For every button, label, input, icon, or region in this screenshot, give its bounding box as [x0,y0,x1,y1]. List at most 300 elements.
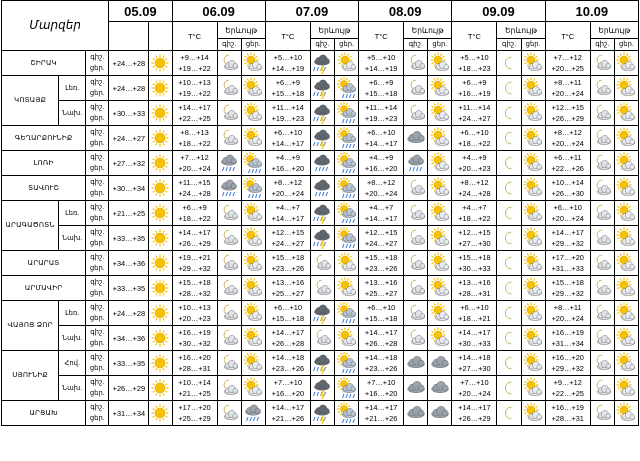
day-temp: +28…+31 [178,364,211,373]
day-header: ցեր. [334,39,358,51]
moon-icon [497,251,521,276]
night-temp: +15…+18 [271,253,305,262]
day-temp: +14…+17 [364,139,398,148]
moon-icon [497,276,521,301]
day-header: ցեր. [428,39,452,51]
day-temp: +16…+20 [271,164,305,173]
day-label: ցեր. [89,290,105,297]
temp-range [172,76,217,101]
moon-cloud-icon [217,301,241,326]
night-temp: +9…+14 [180,53,209,62]
temp-range [452,401,497,426]
day-label: ցեր. [89,90,105,97]
region-row [2,76,639,101]
night-day-label [86,176,109,201]
region-name: ԿՈՏԱՅՔ [2,76,59,126]
night-temp: +7…+10 [366,378,396,387]
day0-icon-spacer [149,22,172,51]
rain-sun-icon [334,76,358,101]
sun-icon [149,226,172,251]
temp-range [452,251,497,276]
day-temp: +20…+24 [551,139,584,148]
temp-range [452,51,497,76]
moon-cloud-icon [404,226,428,251]
day-temp: +26…+29 [551,114,584,123]
sun-cloud-icon [521,226,545,251]
moon-icon [497,226,521,251]
header-title: Մարզեր [2,1,109,51]
region-row [2,376,639,401]
temp-range [452,76,497,101]
temp-range [545,226,590,251]
night-day-label [86,276,109,301]
night-temp: +14…+17 [551,228,584,237]
night-temp: +8…+11 [553,303,582,312]
night-day-label [86,301,109,326]
temp-range [265,51,310,76]
night-day-label [86,401,109,426]
day0-temp: +24…+28 [109,76,149,101]
region-name: ԱՐԱԳԱԾՈՏՆ [2,201,59,251]
sun-cloud-icon [241,376,265,401]
night-temp: +11…+15 [178,178,211,187]
night-day-label [86,326,109,351]
night-header: գիշ. [590,39,614,51]
thunder-icon [310,226,334,251]
day-label: ցեր. [89,240,105,247]
forecast-table [1,0,639,426]
night-temp: +15…+18 [551,278,584,287]
day-label: ցեր. [89,140,105,147]
moon-cloud-icon [217,76,241,101]
day-temp: +24…+27 [271,239,305,248]
cloud-rain-icon [404,151,428,176]
rain-sun-icon [334,401,358,426]
temp-range [545,101,590,126]
day-temp: +16…+20 [364,389,398,398]
night-temp: +16…+19 [551,403,584,412]
night-temp: +8…+13 [180,128,209,137]
temp-range [265,326,310,351]
sun-cloud-icon [614,176,638,201]
thunder-icon [310,376,334,401]
sun-cloud-icon [614,251,638,276]
sun-cloud-icon [614,226,638,251]
thunder-icon [310,401,334,426]
day-temp: +18…+23 [458,64,491,73]
night-temp: +6…+9 [182,203,207,212]
night-temp: +13…+16 [364,278,398,287]
sun-cloud-icon [614,401,638,426]
night-temp: +14…+17 [458,403,491,412]
sun-cloud-icon [241,276,265,301]
day-temp: +22…+25 [178,114,211,123]
night-temp: +8…+12 [460,178,489,187]
sun-cloud-icon [614,376,638,401]
moon-icon [497,76,521,101]
sun-cloud-icon [614,326,638,351]
moon-cloud-icon [590,151,614,176]
sun-icon [149,126,172,151]
day-temp: +27…+30 [458,364,491,373]
temp-range [545,351,590,376]
day0-temp: +26…+29 [109,376,149,401]
day-temp: +19…+23 [364,114,398,123]
night-temp: +14…+17 [271,403,305,412]
temp-range [359,201,404,226]
date-header: 07.09 [265,1,358,22]
temp-range [452,376,497,401]
temp-range [545,326,590,351]
temp-range [545,251,590,276]
temp-range [545,276,590,301]
day-label: ցեր. [89,165,105,172]
moon-cloud-icon [217,126,241,151]
rain-sun-icon [334,226,358,251]
day-temp: +15…+18 [271,314,305,323]
region-row [2,301,639,326]
day-temp: +24…+28 [458,189,491,198]
day-temp: +24…+27 [364,239,398,248]
temp-range [359,301,404,326]
night-temp: +14…+18 [458,353,491,362]
day-temp: +23…+26 [271,364,305,373]
night-temp: +5…+10 [460,53,489,62]
night-temp: +6…+10 [460,128,489,137]
temp-range [172,151,217,176]
night-temp: +14…+17 [271,328,305,337]
sun-icon [149,176,172,201]
day-temp: +25…+29 [178,414,211,423]
sun-cloud-icon [521,76,545,101]
night-label: գիշ. [90,354,105,361]
sun-cloud-icon [521,376,545,401]
moon-cloud-icon [590,126,614,151]
temp-range [172,201,217,226]
night-temp: +7…+10 [273,378,303,387]
sun-cloud-icon [521,251,545,276]
day-temp: +20…+24 [458,389,491,398]
moon-icon [497,126,521,151]
night-temp: +7…+12 [180,153,209,162]
night-temp: +10…+14 [551,178,584,187]
day-temp: +15…+18 [364,89,398,98]
day-temp: +29…+32 [551,239,584,248]
sun-icon [149,401,172,426]
region-row [2,401,639,426]
day-header: ցեր. [241,39,265,51]
day-temp: +26…+29 [178,239,211,248]
moon-cloud-icon [404,251,428,276]
moon-icon [497,326,521,351]
day-header: ցեր. [521,39,545,51]
sun-icon [149,151,172,176]
temp-range [545,201,590,226]
region-row [2,326,639,351]
temp-range [172,326,217,351]
sun-icon [149,301,172,326]
night-temp: +8…+12 [553,128,582,137]
day-temp: +15…+18 [271,89,305,98]
moon-cloud-icon [404,176,428,201]
thunder-icon [310,351,334,376]
night-temp: +7…+10 [460,378,489,387]
night-day-label [86,351,109,376]
subregion-label: Նախ. [59,226,86,251]
day-temp: +20…+23 [178,314,211,323]
sun-cloud-icon [428,276,452,301]
region-name: ՎԱՅՈՑ ՁՈՐ [2,301,59,351]
temp-range [359,126,404,151]
night-temp: +10…+13 [178,78,211,87]
rain-sun-icon [334,351,358,376]
day-temp: +14…+17 [271,214,305,223]
night-temp: +8…+11 [553,78,582,87]
night-temp: +15…+18 [178,278,211,287]
temp-range [452,326,497,351]
temp-range [359,276,404,301]
sun-icon [149,51,172,76]
phenomenon-header: Երևույթ [590,22,638,39]
temp-range [452,126,497,151]
phenomenon-header: Երևույթ [310,22,358,39]
temp-range [359,101,404,126]
region-name: ԱՐՑԱԽ [2,401,86,426]
temp-range [265,276,310,301]
day-temp: +24…+27 [458,114,491,123]
temp-range [359,151,404,176]
day0-temp: +27…+32 [109,151,149,176]
day0-temp-spacer [109,22,149,51]
night-label: գիշ. [90,79,105,86]
night-day-label [86,201,109,226]
day-temp: +21…+25 [178,389,211,398]
sun-cloud-icon [614,201,638,226]
sun-cloud-icon [614,351,638,376]
day0-temp: +33…+35 [109,226,149,251]
day-temp: +14…+19 [271,64,305,73]
sun-cloud-icon [428,226,452,251]
night-header: գիշ. [497,39,521,51]
temp-range [359,251,404,276]
subregion-label: Լեռ. [59,76,86,101]
day-temp: +23…+26 [364,364,398,373]
night-day-label [86,226,109,251]
sun-cloud-icon [241,51,265,76]
sun-cloud-icon [428,251,452,276]
day-temp: +14…+17 [364,214,398,223]
rain-icon [310,151,334,176]
sun-cloud-icon [241,326,265,351]
temp-range [265,176,310,201]
moon-cloud-icon [217,251,241,276]
night-day-label [86,101,109,126]
phenomenon-header: Երևույթ [404,22,452,39]
day-temp: +18…+22 [178,139,211,148]
day-temp: +25…+27 [364,289,398,298]
region-row [2,51,639,76]
day-label: ցեր. [89,390,105,397]
cloud-icon [428,401,452,426]
temp-range [265,126,310,151]
sun-cloud-icon [334,326,358,351]
region-row [2,251,639,276]
rain-sun-icon [334,126,358,151]
day-temp: +20…+24 [551,314,584,323]
night-temp: +12…+15 [364,228,398,237]
night-temp: +4…+7 [275,203,300,212]
night-temp: +15…+18 [364,253,398,262]
night-label: գիշ. [90,179,105,186]
sun-icon [149,251,172,276]
sun-cloud-icon [614,76,638,101]
night-label: գիշ. [90,129,105,136]
temp-range [265,376,310,401]
sun-icon [149,376,172,401]
moon-cloud-icon [404,276,428,301]
sun-cloud-icon [614,101,638,126]
sun-cloud-icon [241,76,265,101]
day-temp: +31…+34 [551,339,584,348]
subregion-label: Հով. [59,351,86,376]
moon-cloud-icon [217,101,241,126]
night-day-label [86,51,109,76]
day-temp: +18…+21 [458,314,491,323]
day0-temp: +24…+28 [109,301,149,326]
sun-cloud-icon [241,351,265,376]
temp-range [545,151,590,176]
temp-range [172,376,217,401]
day-temp: +14…+19 [364,64,398,73]
day-temp: +29…+32 [178,264,211,273]
day-temp: +20…+24 [271,189,305,198]
night-day-label [86,376,109,401]
day-temp: +20…+24 [364,189,398,198]
moon-cloud-icon [590,301,614,326]
moon-cloud-icon [404,51,428,76]
day-label: ցեր. [89,65,105,72]
sun-cloud-icon [428,201,452,226]
day0-temp: +34…+36 [109,251,149,276]
day-temp: +23…+26 [364,264,398,273]
temp-header: T°C [172,22,217,51]
night-label: գիշ. [90,104,105,111]
temp-range [359,51,404,76]
temp-range [172,226,217,251]
temp-range [265,101,310,126]
temp-range [545,126,590,151]
day-temp: +24…+28 [178,189,211,198]
cloud-icon [404,376,428,401]
day0-temp: +30…+33 [109,101,149,126]
night-temp: +17…+20 [551,253,584,262]
day0-temp: +30…+34 [109,176,149,201]
temp-range [265,351,310,376]
moon-cloud-icon [590,226,614,251]
moon-cloud-icon [310,326,334,351]
sun-icon [149,276,172,301]
night-label: գիշ. [90,204,105,211]
temp-range [452,176,497,201]
region-name: ԱՐԱՐԱՏ [2,251,86,276]
temp-range [172,251,217,276]
thunder-icon [310,101,334,126]
moon-cloud-icon [590,51,614,76]
night-temp: +5…+10 [273,53,303,62]
night-temp: +17…+20 [178,403,211,412]
day-label: ցեր. [89,190,105,197]
moon-cloud-icon [217,226,241,251]
night-temp: +6…+10 [553,203,582,212]
subregion-label: Լեռ. [59,301,86,326]
sun-cloud-icon [614,301,638,326]
day-temp: +27…+30 [458,239,491,248]
night-day-label [86,251,109,276]
night-temp: +10…+13 [178,303,211,312]
cloud-rain-icon [217,176,241,201]
night-day-label [86,76,109,101]
temp-range [452,351,497,376]
moon-icon [497,101,521,126]
night-day-label [86,126,109,151]
cloud-rain-icon [241,401,265,426]
temp-range [545,176,590,201]
night-temp: +8…+12 [273,178,303,187]
temp-range [172,51,217,76]
rain-sun-icon [241,176,265,201]
thunder-icon [310,126,334,151]
sun-icon [149,326,172,351]
night-temp: +5…+10 [366,53,396,62]
temp-range [359,326,404,351]
temp-range [359,226,404,251]
night-temp: +4…+9 [462,153,487,162]
date-header: 09.09 [452,1,545,22]
day-temp: +19…+23 [271,114,305,123]
subregion-label: Նախ. [59,326,86,351]
moon-cloud-icon [590,326,614,351]
moon-icon [497,376,521,401]
sun-cloud-icon [521,51,545,76]
subregion-label: Նախ. [59,376,86,401]
sun-cloud-icon [521,201,545,226]
cloud-rain-icon [217,151,241,176]
night-day-label [86,151,109,176]
region-row [2,201,639,226]
night-temp: +6…+9 [462,78,487,87]
day0-temp: +34…+36 [109,326,149,351]
date-header: 10.09 [545,1,638,22]
night-temp: +6…+10 [273,303,303,312]
thunder-icon [310,201,334,226]
sun-cloud-icon [614,51,638,76]
day-temp: +22…+26 [551,164,584,173]
sun-cloud-icon [428,51,452,76]
night-header: գիշ. [217,39,241,51]
night-temp: +14…+17 [178,103,211,112]
rain-sun-icon [334,151,358,176]
day-temp: +20…+24 [551,214,584,223]
rain-sun-icon [334,201,358,226]
cloud-icon [428,351,452,376]
region-name: ԱՐՄԱՎԻՐ [2,276,86,301]
day-temp: +16…+19 [458,89,491,98]
day-temp: +26…+28 [271,339,305,348]
moon-cloud-icon [404,101,428,126]
night-temp: +9…+12 [553,378,582,387]
day-label: ցեր. [89,340,105,347]
moon-cloud-icon [217,401,241,426]
